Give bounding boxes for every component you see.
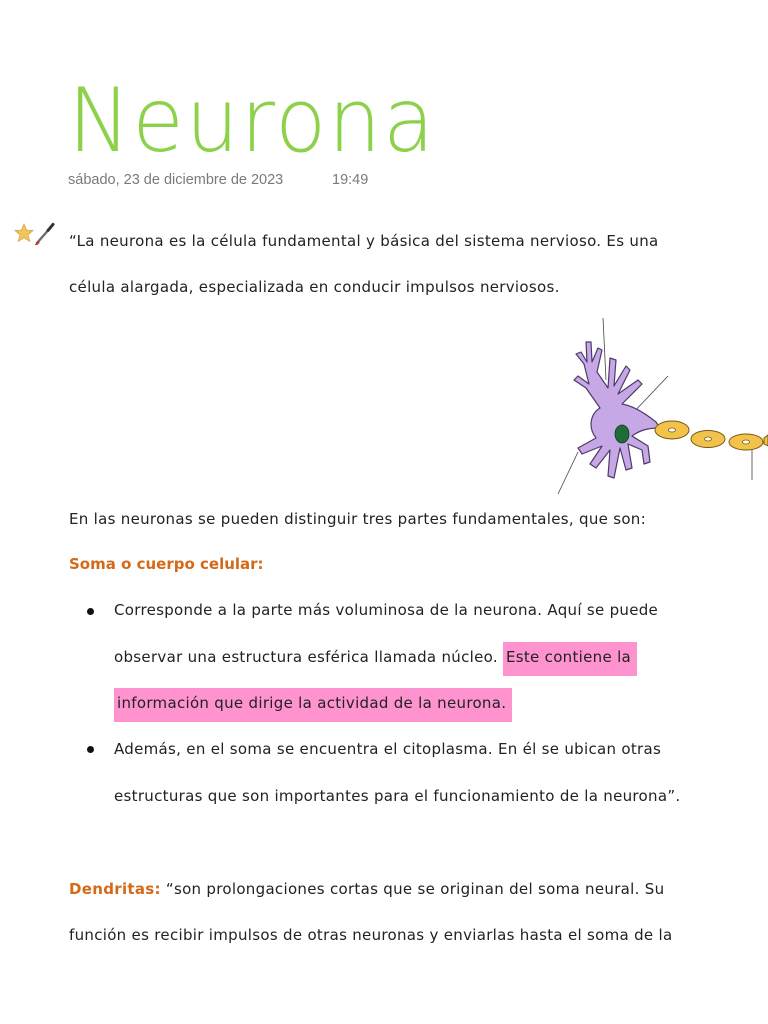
star-icon[interactable] — [15, 224, 33, 241]
page-time: 19:49 — [332, 172, 369, 188]
soma-bullet2-line2: estructuras que son importantes para el funcionamiento de la neurona”. — [114, 787, 681, 805]
dendritas-line-1 — [69, 880, 664, 898]
paintbrush-icon[interactable] — [35, 224, 53, 245]
soma-bullet2-line1: Además, en el soma se encuentra el citoplasma. En él se ubican otras — [114, 740, 662, 758]
soma-bullet1-line1: Corresponde a la parte más voluminosa de la neurona. Aquí se puede — [114, 601, 659, 619]
neuron-illustration — [556, 318, 768, 498]
bullet-dot — [87, 608, 94, 615]
intro-line-1: “La neurona es la célula fundamental y básica del sistema nervioso. Es una — [69, 232, 659, 250]
bullet-dot — [87, 746, 94, 753]
page-date: sábado, 23 de diciembre de 2023 — [68, 172, 284, 188]
note-tags[interactable] — [14, 222, 56, 246]
soma-bullet1-line2 — [114, 648, 637, 666]
soma-bullet1-line3 — [114, 694, 512, 712]
dendritas-heading: Dendritas: — [69, 880, 161, 898]
dendritas-line-1-text: “son prolongaciones cortas que se originan del soma neural. Su — [165, 880, 665, 898]
parts-intro: En las neuronas se pueden distinguir tres partes fundamentales, que son: — [69, 510, 646, 528]
highlighted-text: Este contiene la — [503, 642, 637, 676]
highlighted-text: información que dirige la actividad de la neurona. — [114, 688, 512, 722]
soma-heading: Soma o cuerpo celular: — [69, 555, 264, 573]
intro-line-2: célula alargada, especializada en conducir impulsos nerviosos. — [69, 278, 560, 296]
page-title[interactable]: Neurona — [68, 69, 437, 172]
soma-bullet1-line2-plain: observar una estructura esférica llamada núcleo. — [114, 648, 498, 666]
dendritas-line-2: función es recibir impulsos de otras neuronas y enviarlas hasta el soma de la — [69, 926, 673, 944]
